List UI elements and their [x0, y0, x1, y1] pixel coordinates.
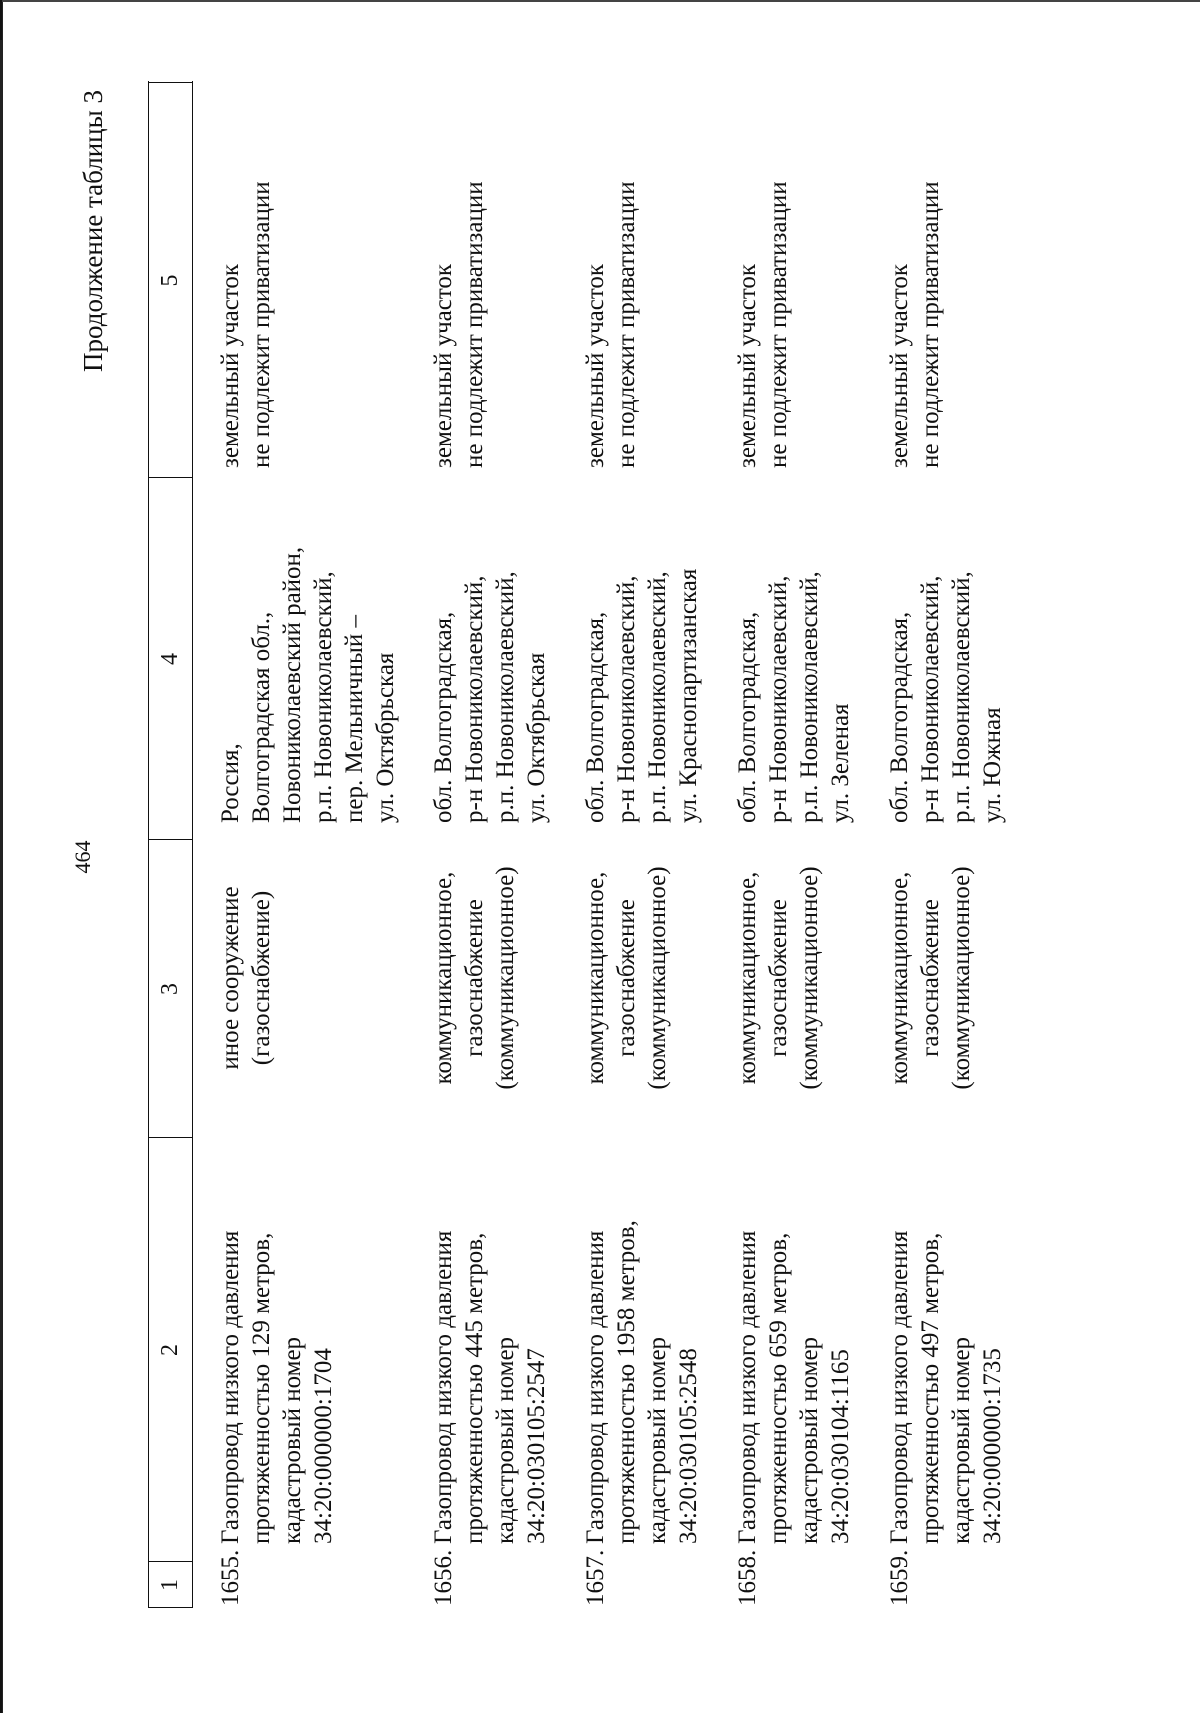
object-name: Газопровод низкого давления протяженностью 1958 метров, кадастровый номер 34:20:030105:2548	[582, 1220, 702, 1544]
header-col-5: 5	[157, 274, 183, 287]
row-number: 1659.	[886, 1549, 913, 1606]
object-name: Газопровод низкого давления протяженностью 497 метров, кадастровый номер 34:20:000000:1735	[886, 1230, 1006, 1544]
property-table	[148, 81, 1048, 1608]
object-type: коммуникационное, газоснабжение (коммуникационное)	[430, 866, 519, 1090]
row-number: 1657.	[582, 1549, 609, 1606]
object-note: земельный участок не подлежит приватизации	[430, 181, 488, 468]
object-address: обл. Волгоградская, р-н Новониколаевский, р.п. Новониколаевский, ул. Зеленая	[734, 571, 854, 823]
row-number: 1655.	[217, 1549, 244, 1606]
object-type: коммуникационное, газоснабжение (коммуникационное)	[734, 866, 823, 1090]
object-address: Россия, Волгоградская обл., Новониколаевский район, р.п. Новониколаевский, пер. Мельничный – ул. Октябрьская	[217, 546, 399, 823]
object-type: коммуникационное, газоснабжение (коммуникационное)	[886, 866, 975, 1090]
row-number: 1656.	[430, 1549, 457, 1606]
object-address: обл. Волгоградская, р-н Новониколаевский, р.п. Новониколаевский, ул. Краснопартизанская	[582, 568, 702, 823]
header-bottom-border	[192, 81, 193, 1608]
object-name: Газопровод низкого давления протяженностью 445 метров, кадастровый номер 34:20:030105:2547	[430, 1230, 550, 1544]
object-note: земельный участок не подлежит приватизации	[217, 181, 275, 468]
object-address: обл. Волгоградская, р-н Новониколаевский, р.п. Новониколаевский, ул. Южная	[886, 571, 1006, 823]
object-type: коммуникационное, газоснабжение (коммуникационное)	[582, 866, 671, 1090]
object-note: земельный участок не подлежит приватизации	[886, 181, 944, 468]
object-note: земельный участок не подлежит приватизации	[734, 181, 792, 468]
header-col-3: 3	[157, 983, 183, 995]
object-address: обл. Волгоградская, р-н Новониколаевский, р.п. Новониколаевский, ул. Октябрьская	[430, 571, 550, 823]
header-col-1: 1	[157, 1579, 183, 1591]
header-col-4: 4	[157, 653, 183, 665]
continuation-label: Продолжение таблицы 3	[78, 90, 108, 372]
object-note: земельный участок не подлежит приватизации	[582, 181, 640, 468]
object-type: иное сооружение (газоснабжение)	[217, 886, 275, 1070]
object-name: Газопровод низкого давления протяженностью 659 метров, кадастровый номер 34:20:030104:1165	[734, 1230, 854, 1544]
header-col-2: 2	[157, 1344, 183, 1356]
row-number: 1658.	[734, 1549, 761, 1606]
object-name: Газопровод низкого давления протяженностью 129 метров, кадастровый номер 34:20:000000:1704	[217, 1230, 337, 1544]
page-number: 464	[70, 840, 95, 874]
